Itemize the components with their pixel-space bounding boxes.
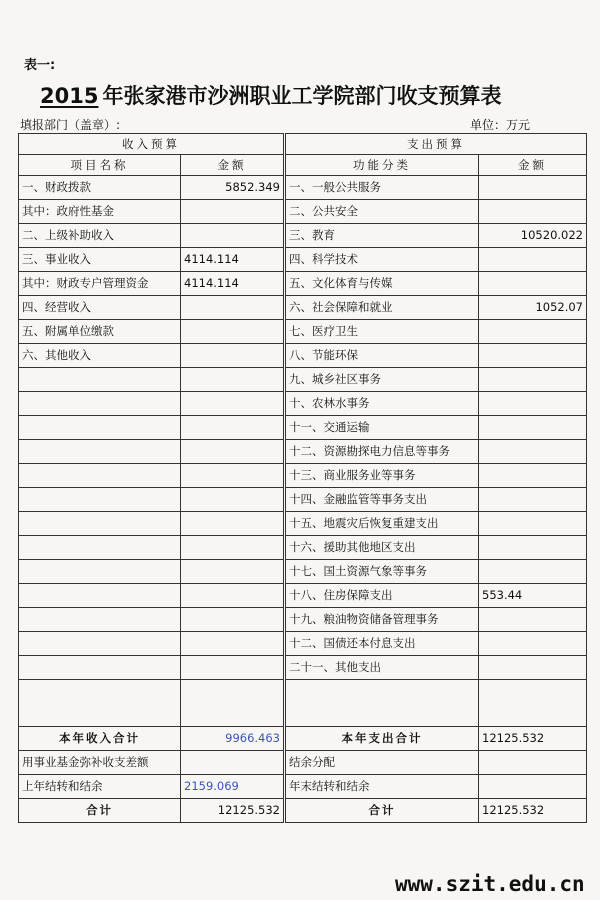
expense-group-header: 支出预算 — [285, 134, 587, 155]
income-amount-cell — [181, 392, 285, 416]
expense-amount-cell — [479, 464, 587, 488]
expense-amount-cell — [479, 200, 587, 224]
expense-item-cell: 十、农林水事务 — [285, 392, 479, 416]
income-amount-cell — [181, 344, 285, 368]
expense-item-cell: 六、社会保障和就业 — [285, 296, 479, 320]
table-row — [19, 560, 587, 584]
expense-item-cell: 一、一般公共服务 — [285, 176, 479, 200]
table-row — [19, 656, 587, 680]
expense-amount-cell — [479, 632, 587, 656]
expense-amount-cell — [479, 320, 587, 344]
income-total-label: 本年收入合计 — [19, 727, 181, 751]
income-amount-cell — [181, 488, 285, 512]
expense-amount-cell — [479, 656, 587, 680]
expense-item-cell: 十三、商业服务业等事务 — [285, 464, 479, 488]
income-item-cell — [19, 656, 181, 680]
expense-total-label: 本年支出合计 — [285, 727, 479, 751]
expense-item-cell: 十二、国债还本付息支出 — [285, 632, 479, 656]
amount-header-2: 金额 — [479, 155, 587, 176]
table-row — [19, 368, 587, 392]
income-item-cell: 三、事业收入 — [19, 248, 181, 272]
income-item-cell — [19, 392, 181, 416]
fund-value — [181, 751, 285, 775]
income-item-cell: 二、上级补助收入 — [19, 224, 181, 248]
expense-amount-cell — [479, 560, 587, 584]
expense-item-cell: 十一、交通运输 — [285, 416, 479, 440]
expense-amount-cell — [479, 536, 587, 560]
income-item-cell — [19, 512, 181, 536]
grand-total-value-left: 12125.532 — [181, 799, 285, 823]
table-row — [19, 608, 587, 632]
income-item-cell — [19, 560, 181, 584]
expense-amount-cell — [479, 392, 587, 416]
group-header-row — [19, 134, 587, 155]
settle-value — [479, 751, 587, 775]
expense-amount-cell: 1052.07 — [479, 296, 587, 320]
filler-department-label: 填报部门（盖章）: — [20, 118, 121, 132]
table-row — [19, 464, 587, 488]
table-row — [19, 176, 587, 200]
table-row — [19, 344, 587, 368]
grand-total-row — [19, 799, 587, 823]
table-row — [19, 536, 587, 560]
income-amount-cell: 4114.114 — [181, 248, 285, 272]
income-total-value: 9966.463 — [181, 727, 285, 751]
expense-amount-cell: 553.44 — [479, 584, 587, 608]
item-name-header: 项目名称 — [19, 155, 181, 176]
expense-amount-cell — [479, 440, 587, 464]
expense-item-cell: 七、医疗卫生 — [285, 320, 479, 344]
yearend-value — [479, 775, 587, 799]
income-amount-cell — [181, 632, 285, 656]
expense-amount-cell — [479, 368, 587, 392]
income-item-cell: 其中：政府性基金 — [19, 200, 181, 224]
expense-item-cell: 十二、资源勘探电力信息等事务 — [285, 440, 479, 464]
title-year: 2015 — [40, 84, 99, 108]
site-watermark: www.szit.edu.cn — [395, 872, 585, 896]
expense-item-cell: 十九、粮油物资储备管理事务 — [285, 608, 479, 632]
budget-table — [18, 133, 587, 823]
grand-total-value-right: 12125.532 — [479, 799, 587, 823]
income-item-cell: 五、附属单位缴款 — [19, 320, 181, 344]
expense-item-cell: 二十一、其他支出 — [285, 656, 479, 680]
income-amount-cell — [181, 296, 285, 320]
annual-total-row — [19, 727, 587, 751]
income-item-cell — [19, 488, 181, 512]
expense-amount-cell — [479, 488, 587, 512]
income-amount-cell — [181, 416, 285, 440]
expense-item-cell: 十五、地震灾后恢复重建支出 — [285, 512, 479, 536]
fund-row — [19, 751, 587, 775]
expense-amount-cell — [479, 248, 587, 272]
expense-amount-cell — [479, 176, 587, 200]
page-title — [40, 80, 570, 110]
expense-item-cell: 四、科学技术 — [285, 248, 479, 272]
expense-amount-cell — [479, 608, 587, 632]
blank-row — [19, 680, 587, 727]
expense-amount-cell — [479, 272, 587, 296]
table-row — [19, 200, 587, 224]
table-row — [19, 296, 587, 320]
grand-total-label-right: 合计 — [285, 799, 479, 823]
table-number-label: 表一: — [24, 58, 56, 73]
income-item-cell: 一、财政拨款 — [19, 176, 181, 200]
expense-item-cell: 十六、援助其他地区支出 — [285, 536, 479, 560]
expense-item-cell: 十八、住房保障支出 — [285, 584, 479, 608]
expense-item-cell: 二、公共安全 — [285, 200, 479, 224]
function-category-header: 功能分类 — [285, 155, 479, 176]
table-row — [19, 512, 587, 536]
table-body — [19, 176, 587, 680]
income-item-cell — [19, 584, 181, 608]
income-amount-cell — [181, 656, 285, 680]
income-item-cell: 四、经营收入 — [19, 296, 181, 320]
carry-value: 2159.069 — [181, 775, 285, 799]
income-item-cell: 六、其他收入 — [19, 344, 181, 368]
table-row — [19, 224, 587, 248]
grand-total-label-left: 合计 — [19, 799, 181, 823]
income-item-cell — [19, 632, 181, 656]
income-amount-cell — [181, 536, 285, 560]
amount-header: 金额 — [181, 155, 285, 176]
income-item-cell — [19, 608, 181, 632]
income-item-cell — [19, 416, 181, 440]
income-group-header: 收入预算 — [19, 134, 285, 155]
income-amount-cell — [181, 368, 285, 392]
income-item-cell — [19, 440, 181, 464]
expense-amount-cell: 10520.022 — [479, 224, 587, 248]
table-row — [19, 632, 587, 656]
column-header-row — [19, 155, 587, 176]
income-amount-cell: 4114.114 — [181, 272, 285, 296]
expense-item-cell: 三、教育 — [285, 224, 479, 248]
income-amount-cell — [181, 560, 285, 584]
income-item-cell — [19, 536, 181, 560]
table-row — [19, 488, 587, 512]
table-row — [19, 392, 587, 416]
table-row — [19, 248, 587, 272]
income-amount-cell — [181, 464, 285, 488]
income-item-cell — [19, 368, 181, 392]
income-amount-cell — [181, 440, 285, 464]
table-row — [19, 320, 587, 344]
expense-total-value: 12125.532 — [479, 727, 587, 751]
table-row — [19, 416, 587, 440]
carry-label: 上年结转和结余 — [19, 775, 181, 799]
income-item-cell: 其中：财政专户管理资金 — [19, 272, 181, 296]
income-amount-cell: 5852.349 — [181, 176, 285, 200]
income-amount-cell — [181, 200, 285, 224]
fund-label: 用事业基金弥补收支差额 — [19, 751, 181, 775]
title-text: 年张家港市沙洲职业工学院部门收支预算表 — [102, 84, 502, 108]
table-row — [19, 272, 587, 296]
expense-item-cell: 十七、国土资源气象等事务 — [285, 560, 479, 584]
expense-item-cell: 十四、金融监管等事务支出 — [285, 488, 479, 512]
expense-amount-cell — [479, 416, 587, 440]
income-item-cell — [19, 464, 181, 488]
table-row — [19, 440, 587, 464]
expense-amount-cell — [479, 512, 587, 536]
expense-item-cell: 五、文化体育与传媒 — [285, 272, 479, 296]
income-amount-cell — [181, 224, 285, 248]
expense-amount-cell — [479, 344, 587, 368]
expense-item-cell: 九、城乡社区事务 — [285, 368, 479, 392]
yearend-label: 年末结转和结余 — [285, 775, 479, 799]
income-amount-cell — [181, 512, 285, 536]
income-amount-cell — [181, 584, 285, 608]
income-amount-cell — [181, 320, 285, 344]
settle-label: 结余分配 — [285, 751, 479, 775]
expense-item-cell: 八、节能环保 — [285, 344, 479, 368]
income-amount-cell — [181, 608, 285, 632]
unit-label: 单位：万元 — [470, 118, 531, 132]
table-row — [19, 584, 587, 608]
carryover-row — [19, 775, 587, 799]
